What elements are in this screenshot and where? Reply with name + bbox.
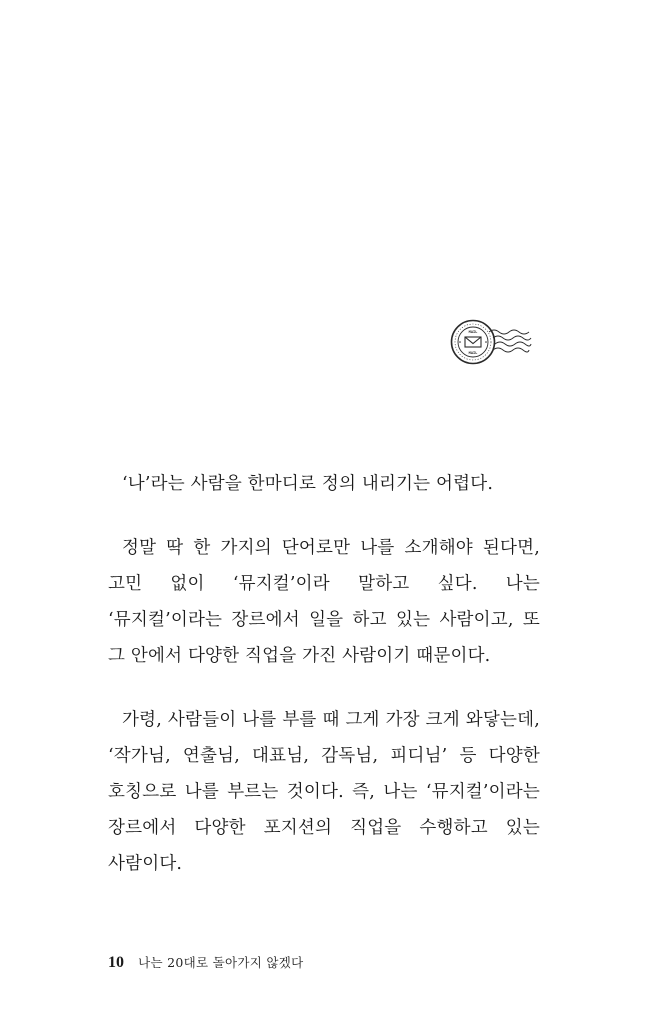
postmark-envelope-icon (449, 318, 533, 366)
running-title: 나는 20대로 돌아가지 않겠다 (138, 955, 304, 970)
page-number: 10 (108, 954, 124, 971)
body-text (108, 466, 540, 882)
paragraph-2: 정말 딱 한 가지의 단어로만 나를 소개해야 된다면, 고민 없이 ‘뮤지컬’이라 말하고 싶다. 나는 ‘뮤지컬’이라는 장르에서 일을 하고 있는 사람이고, 또 그 안에서 다양한 직업을 가진 사람이기 때문이다. (108, 538, 540, 666)
stamp-top-text: MAIL (468, 330, 478, 334)
page-footer (108, 952, 304, 972)
stamp-bottom-text: MAIL (468, 351, 478, 355)
paragraph-1: ‘나’라는 사람을 한마디로 정의 내리기는 어렵다. (122, 474, 494, 494)
paragraph-3: 가령, 사람들이 나를 부를 때 그게 가장 크게 와닿는데, ‘작가님, 연출님, 대표님, 감독님, 피디님’ 등 다양한 호칭으로 나를 부르는 것이다. 즉, 나는 ‘뮤지컬’이라는 장르에서 다양한 포지션의 직업을 수행하고 있는 사람이다. (108, 710, 540, 874)
